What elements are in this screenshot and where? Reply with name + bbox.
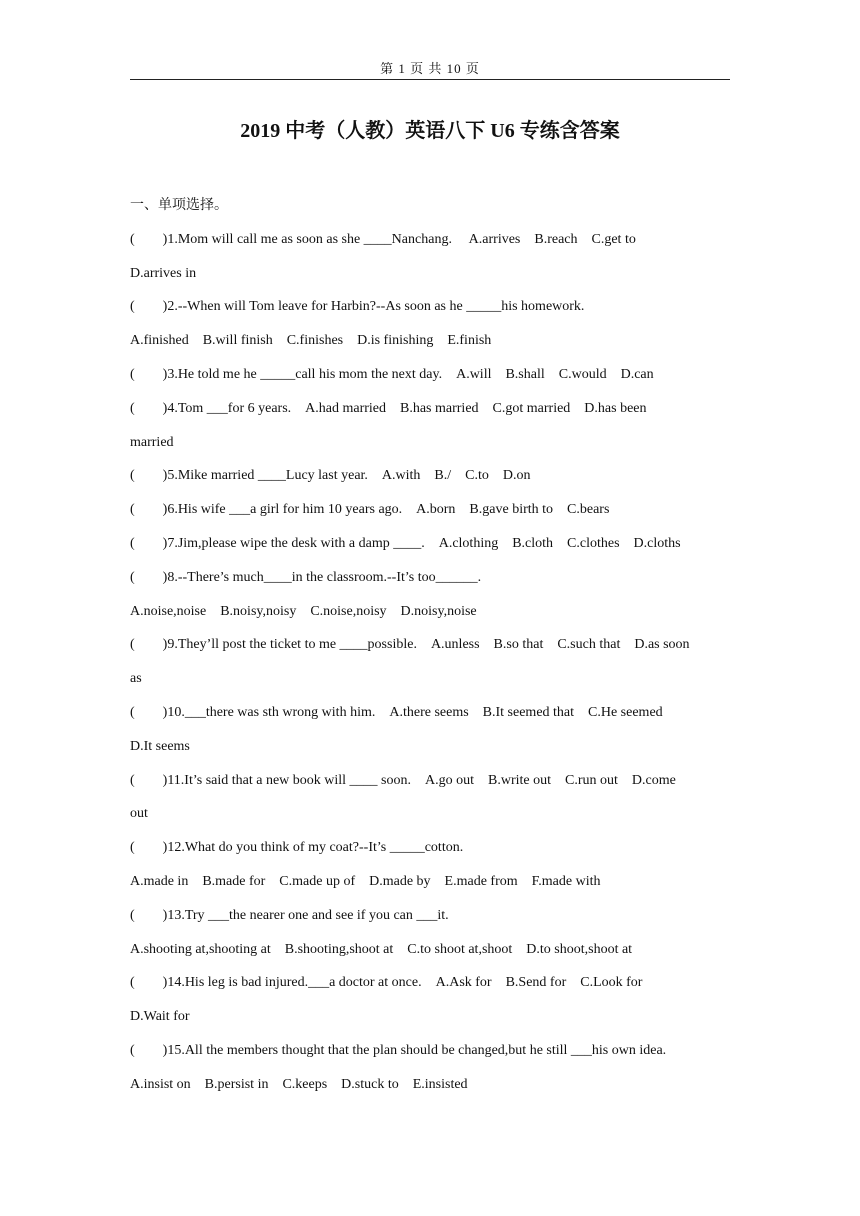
question-line: D.arrives in	[130, 265, 197, 281]
question-line: ( )10.___there was sth wrong with him. A.there seems B.It seemed that C.He seemed	[130, 704, 663, 720]
question-line: ( )8.--There’s much____in the classroom.--It’s too______.	[130, 569, 482, 585]
section-heading: 一、单项选择。	[130, 198, 228, 213]
question-line: ( )9.They’ll post the ticket to me ____possible. A.unless B.so that C.such that D.as soon	[130, 637, 690, 653]
question-line: A.noise,noise B.noisy,noisy C.noise,noisy D.noisy,noise	[130, 603, 477, 619]
exercise-body	[130, 189, 730, 1102]
question-line: D.It seems	[130, 738, 190, 754]
question-line: ( )6.His wife ___a girl for him 10 years ago. A.born B.gave birth to C.bears	[130, 502, 610, 518]
question-line: ( )11.It’s said that a new book will ____ soon. A.go out B.write out C.run out D.come	[130, 772, 676, 788]
question-line: ( )5.Mike married ____Lucy last year. A.with B./ C.to D.on	[130, 468, 531, 484]
question-line: ( )2.--When will Tom leave for Harbin?--As soon as he _____his homework.	[130, 299, 585, 315]
question-line: ( )1.Mom will call me as soon as she ____Nanchang. A.arrives B.reach C.get to	[130, 231, 636, 247]
page-number-header: 第 1 页 共 10 页	[380, 61, 480, 76]
question-line: ( )15.All the members thought that the plan should be changed,but he still ___his own idea.	[130, 1042, 667, 1058]
question-line: D.Wait for	[130, 1009, 190, 1025]
header-divider	[130, 79, 730, 80]
question-line: as	[130, 671, 142, 687]
question-line: ( )4.Tom ___for 6 years. A.had married B.has married C.got married D.has been	[130, 400, 647, 416]
question-line: A.insist on B.persist in C.keeps D.stuck to E.insisted	[130, 1076, 468, 1092]
question-line: ( )13.Try ___the nearer one and see if you can ___it.	[130, 907, 449, 923]
question-line: ( )12.What do you think of my coat?--It’s _____cotton.	[130, 840, 464, 856]
question-line: out	[130, 806, 148, 822]
question-line: A.shooting at,shooting at B.shooting,shoot at C.to shoot at,shoot D.to shoot,shoot at	[130, 941, 633, 957]
question-line: A.finished B.will finish C.finishes D.is finishing E.finish	[130, 333, 492, 349]
question-line: ( )3.He told me he _____call his mom the next day. A.will B.shall C.would D.can	[130, 366, 654, 382]
question-line: A.made in B.made for C.made up of D.made by E.made from F.made with	[130, 873, 601, 889]
question-line: ( )14.His leg is bad injured.___a doctor at once. A.Ask for B.Send for C.Look for	[130, 975, 643, 991]
question-line: married	[130, 434, 174, 450]
question-line: ( )7.Jim,please wipe the desk with a damp ____. A.clothing B.cloth C.clothes D.cloths	[130, 535, 681, 551]
document-title: 2019 中考（人教）英语八下 U6 专练含答案	[240, 120, 620, 142]
